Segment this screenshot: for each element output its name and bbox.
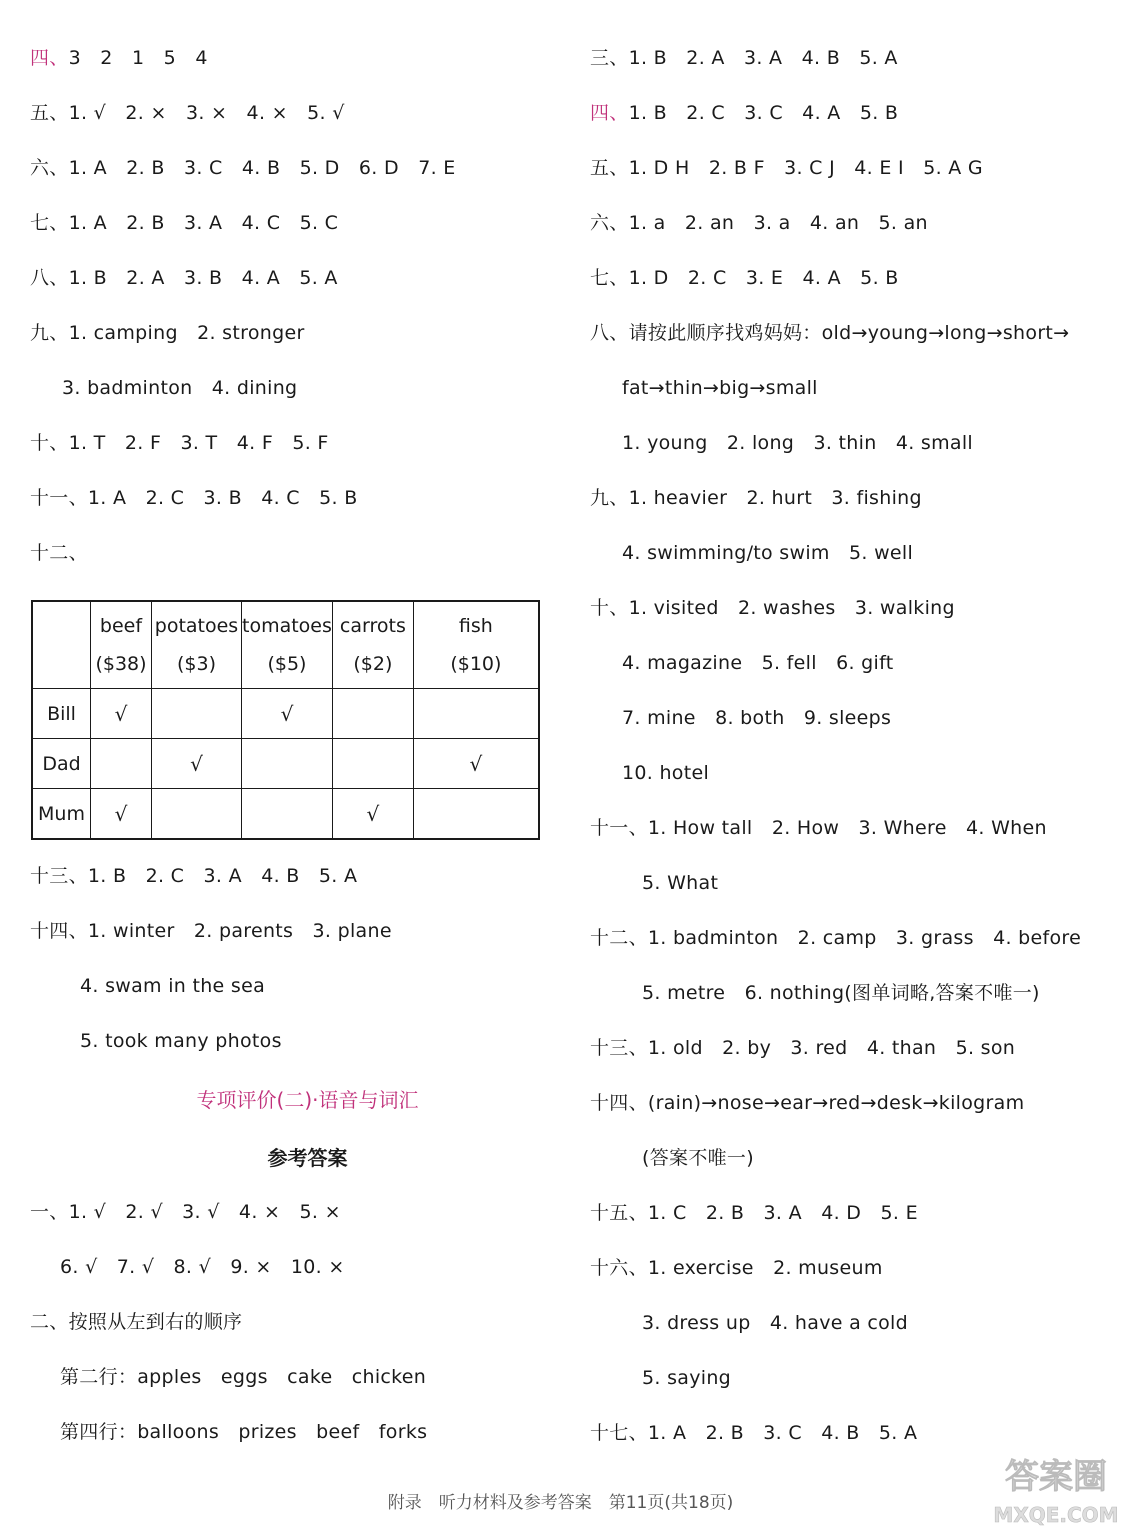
question-label: 十四、 bbox=[30, 920, 88, 942]
answer-text: (rain)→nose→ear→red→desk→kilogram bbox=[647, 1092, 1025, 1114]
answer-text: 1. B 2. C 3. C 4. A 5. B bbox=[628, 102, 899, 124]
table-cell: √ bbox=[91, 689, 152, 739]
table-cell: √ bbox=[332, 789, 413, 840]
section-title: 专项评价(二)·语音与词汇 bbox=[196, 1088, 419, 1112]
answer-text: 1. winter 2. parents 3. plane bbox=[87, 920, 392, 942]
table-row-name: Dad bbox=[32, 739, 91, 789]
answer-line bbox=[590, 154, 983, 182]
table-row-name: Bill bbox=[32, 689, 91, 739]
answer-text: 1. B 2. A 3. B 4. A 5. A bbox=[68, 267, 338, 289]
answer-text: 1. exercise 2. museum bbox=[647, 1257, 883, 1279]
answer-text: 1. old 2. by 3. red 4. than 5. son bbox=[647, 1037, 1016, 1059]
table-cell bbox=[332, 689, 413, 739]
answer-line bbox=[60, 1253, 345, 1281]
answer-line bbox=[590, 1419, 917, 1447]
answer-line bbox=[30, 154, 456, 182]
question-label: 十七、 bbox=[590, 1422, 648, 1444]
answer-line bbox=[30, 429, 329, 457]
answer-line bbox=[590, 1089, 1024, 1117]
answer-text: 1. C 2. B 3. A 4. D 5. E bbox=[647, 1202, 918, 1224]
table-cell bbox=[242, 739, 333, 789]
question-label: 十二、 bbox=[590, 927, 648, 949]
answer-line bbox=[590, 99, 898, 127]
table-cell bbox=[413, 689, 539, 739]
answer-text: 1. young 2. long 3. thin 4. small bbox=[622, 432, 974, 454]
answer-text: 4. magazine 5. fell 6. gift bbox=[622, 652, 894, 674]
watermark-top-text: 答案圈 bbox=[1005, 1457, 1107, 1497]
answer-line bbox=[60, 1363, 426, 1391]
answer-text: 1. A 2. B 3. C 4. B 5. A bbox=[647, 1422, 918, 1444]
question-label: 一、 bbox=[30, 1201, 69, 1223]
answer-title: 参考答案 bbox=[267, 1146, 348, 1170]
answer-text: 5. saying bbox=[642, 1367, 732, 1389]
answer-line bbox=[30, 862, 357, 890]
answer-line bbox=[590, 1034, 1015, 1062]
answer-line bbox=[590, 319, 1069, 347]
answer-text: 第四行：balloons prizes beef forks bbox=[60, 1421, 428, 1443]
answer-line bbox=[642, 979, 1040, 1007]
answer-text: 1. T 2. F 3. T 4. F 5. F bbox=[68, 432, 329, 454]
answer-line bbox=[30, 99, 345, 127]
question-label: 五、 bbox=[30, 102, 69, 124]
watermark-bottom-text: MXQE.COM bbox=[993, 1503, 1119, 1527]
shopping-price-table bbox=[31, 600, 540, 840]
table-cell bbox=[413, 789, 539, 840]
table-row-name: Mum bbox=[32, 789, 91, 840]
answer-line bbox=[590, 1254, 883, 1282]
answer-text: 10. hotel bbox=[622, 762, 710, 784]
question-label: 二、 bbox=[30, 1311, 69, 1333]
table-header-cell: fish ($10) bbox=[413, 601, 539, 689]
answer-text: 6. √ 7. √ 8. √ 9. × 10. × bbox=[60, 1256, 345, 1278]
answer-text: 3. badminton 4. dining bbox=[62, 377, 298, 399]
answer-line bbox=[590, 814, 1047, 842]
answer-text: 1. A 2. B 3. A 4. C 5. C bbox=[68, 212, 339, 234]
table-corner-cell bbox=[32, 601, 91, 689]
question-label: 十一、 bbox=[590, 817, 648, 839]
table-cell bbox=[332, 739, 413, 789]
answer-line bbox=[80, 1027, 282, 1055]
answer-line bbox=[622, 759, 709, 787]
answer-line bbox=[30, 917, 392, 945]
question-label: 七、 bbox=[30, 212, 69, 234]
answer-line bbox=[80, 972, 265, 1000]
answer-line bbox=[30, 484, 358, 512]
answer-line bbox=[590, 1199, 918, 1227]
answer-line bbox=[590, 924, 1081, 952]
question-label: 十四、 bbox=[590, 1092, 648, 1114]
table-row bbox=[32, 689, 539, 739]
question-label: 六、 bbox=[30, 157, 69, 179]
answer-line bbox=[62, 374, 297, 402]
answer-text: 4. swam in the sea bbox=[80, 975, 266, 997]
table-cell bbox=[242, 789, 333, 840]
answer-line bbox=[30, 1198, 341, 1226]
answer-text: 第二行：apples eggs cake chicken bbox=[60, 1366, 427, 1388]
answer-line bbox=[622, 704, 891, 732]
table-cell: √ bbox=[152, 739, 242, 789]
question-label: 十、 bbox=[30, 432, 69, 454]
answer-line bbox=[30, 264, 338, 292]
answer-line bbox=[622, 374, 818, 402]
answer-line bbox=[590, 209, 928, 237]
table-cell bbox=[152, 689, 242, 739]
answer-text: 1. badminton 2. camp 3. grass 4. before bbox=[647, 927, 1082, 949]
question-label: 九、 bbox=[30, 322, 69, 344]
answer-text: fat→thin→big→small bbox=[622, 377, 818, 399]
table-cell: √ bbox=[413, 739, 539, 789]
answer-text: 1. √ 2. × 3. × 4. × 5. √ bbox=[68, 102, 345, 124]
table-cell bbox=[152, 789, 242, 840]
table-header-row bbox=[32, 601, 539, 689]
answer-text: 1. visited 2. washes 3. walking bbox=[628, 597, 955, 619]
answer-text: 1. A 2. B 3. C 4. B 5. D 6. D 7. E bbox=[68, 157, 456, 179]
table-row bbox=[32, 739, 539, 789]
question-label: 八、 bbox=[30, 267, 69, 289]
question-label: 十三、 bbox=[590, 1037, 648, 1059]
answer-text: 1. √ 2. √ 3. √ 4. × 5. × bbox=[68, 1201, 341, 1223]
answer-line bbox=[622, 429, 973, 457]
answer-line bbox=[60, 1418, 427, 1446]
answer-line bbox=[590, 484, 922, 512]
question-label: 十、 bbox=[590, 597, 629, 619]
answer-line bbox=[590, 44, 898, 72]
answer-line bbox=[642, 1144, 754, 1172]
question-label: 八、 bbox=[590, 322, 629, 344]
question-label: 十一、 bbox=[30, 487, 88, 509]
table-row bbox=[32, 789, 539, 840]
answer-line bbox=[642, 1364, 731, 1392]
answer-text: 5. What bbox=[642, 872, 719, 894]
answer-line bbox=[622, 649, 894, 677]
answer-line bbox=[30, 539, 88, 567]
answer-text: 1. D H 2. B F 3. C J 4. E I 5. A G bbox=[628, 157, 983, 179]
answer-text: 4. swimming/to swim 5. well bbox=[622, 542, 914, 564]
answer-text: 1. How tall 2. How 3. Where 4. When bbox=[647, 817, 1047, 839]
answer-line bbox=[622, 539, 913, 567]
question-label: 十二、 bbox=[30, 542, 88, 564]
answer-line bbox=[30, 319, 305, 347]
question-label: 三、 bbox=[590, 47, 629, 69]
table-cell: √ bbox=[91, 789, 152, 840]
question-label: 十三、 bbox=[30, 865, 88, 887]
answer-text: 1. B 2. A 3. A 4. B 5. A bbox=[628, 47, 898, 69]
table-header-cell: tomatoes ($5) bbox=[242, 601, 333, 689]
answer-text: 5. metre 6. nothing(图单词略,答案不唯一) bbox=[642, 982, 1040, 1004]
table-header-cell: potatoes ($3) bbox=[152, 601, 242, 689]
answer-line bbox=[30, 209, 338, 237]
answer-text: 1. D 2. C 3. E 4. A 5. B bbox=[628, 267, 899, 289]
answer-text: 3. dress up 4. have a cold bbox=[642, 1312, 908, 1334]
answer-text: 1. heavier 2. hurt 3. fishing bbox=[628, 487, 922, 509]
answer-line bbox=[30, 44, 208, 72]
table-cell: √ bbox=[242, 689, 333, 739]
table-cell bbox=[91, 739, 152, 789]
watermark-logo bbox=[993, 1440, 1119, 1530]
question-label: 十五、 bbox=[590, 1202, 648, 1224]
answer-line bbox=[590, 594, 955, 622]
table-header-cell: beef ($38) bbox=[91, 601, 152, 689]
answer-text: 请按此顺序找鸡妈妈：old→young→long→short→ bbox=[628, 322, 1070, 344]
answer-text: 1. a 2. an 3. a 4. an 5. an bbox=[628, 212, 928, 234]
question-label: 十六、 bbox=[590, 1257, 648, 1279]
answer-text: 3 2 1 5 4 bbox=[68, 47, 208, 69]
answer-text: (答案不唯一) bbox=[642, 1147, 754, 1169]
question-label: 六、 bbox=[590, 212, 629, 234]
question-label: 四、 bbox=[30, 47, 69, 69]
table-header-cell: carrots ($2) bbox=[332, 601, 413, 689]
answer-text: 1. A 2. C 3. B 4. C 5. B bbox=[87, 487, 358, 509]
answer-text: 5. took many photos bbox=[80, 1030, 282, 1052]
page-footer: 附录 听力材料及参考答案 第11页(共18页) bbox=[387, 1493, 734, 1513]
answer-line bbox=[30, 1308, 242, 1336]
answer-line bbox=[590, 264, 899, 292]
answer-text: 1. B 2. C 3. A 4. B 5. A bbox=[87, 865, 358, 887]
question-label: 四、 bbox=[590, 102, 629, 124]
answer-text: 1. camping 2. stronger bbox=[68, 322, 305, 344]
answer-text: 7. mine 8. both 9. sleeps bbox=[622, 707, 892, 729]
answer-line bbox=[642, 1309, 908, 1337]
question-label: 九、 bbox=[590, 487, 629, 509]
question-label: 五、 bbox=[590, 157, 629, 179]
answer-line bbox=[642, 869, 718, 897]
question-label: 七、 bbox=[590, 267, 629, 289]
answer-text: 按照从左到右的顺序 bbox=[68, 1311, 243, 1333]
